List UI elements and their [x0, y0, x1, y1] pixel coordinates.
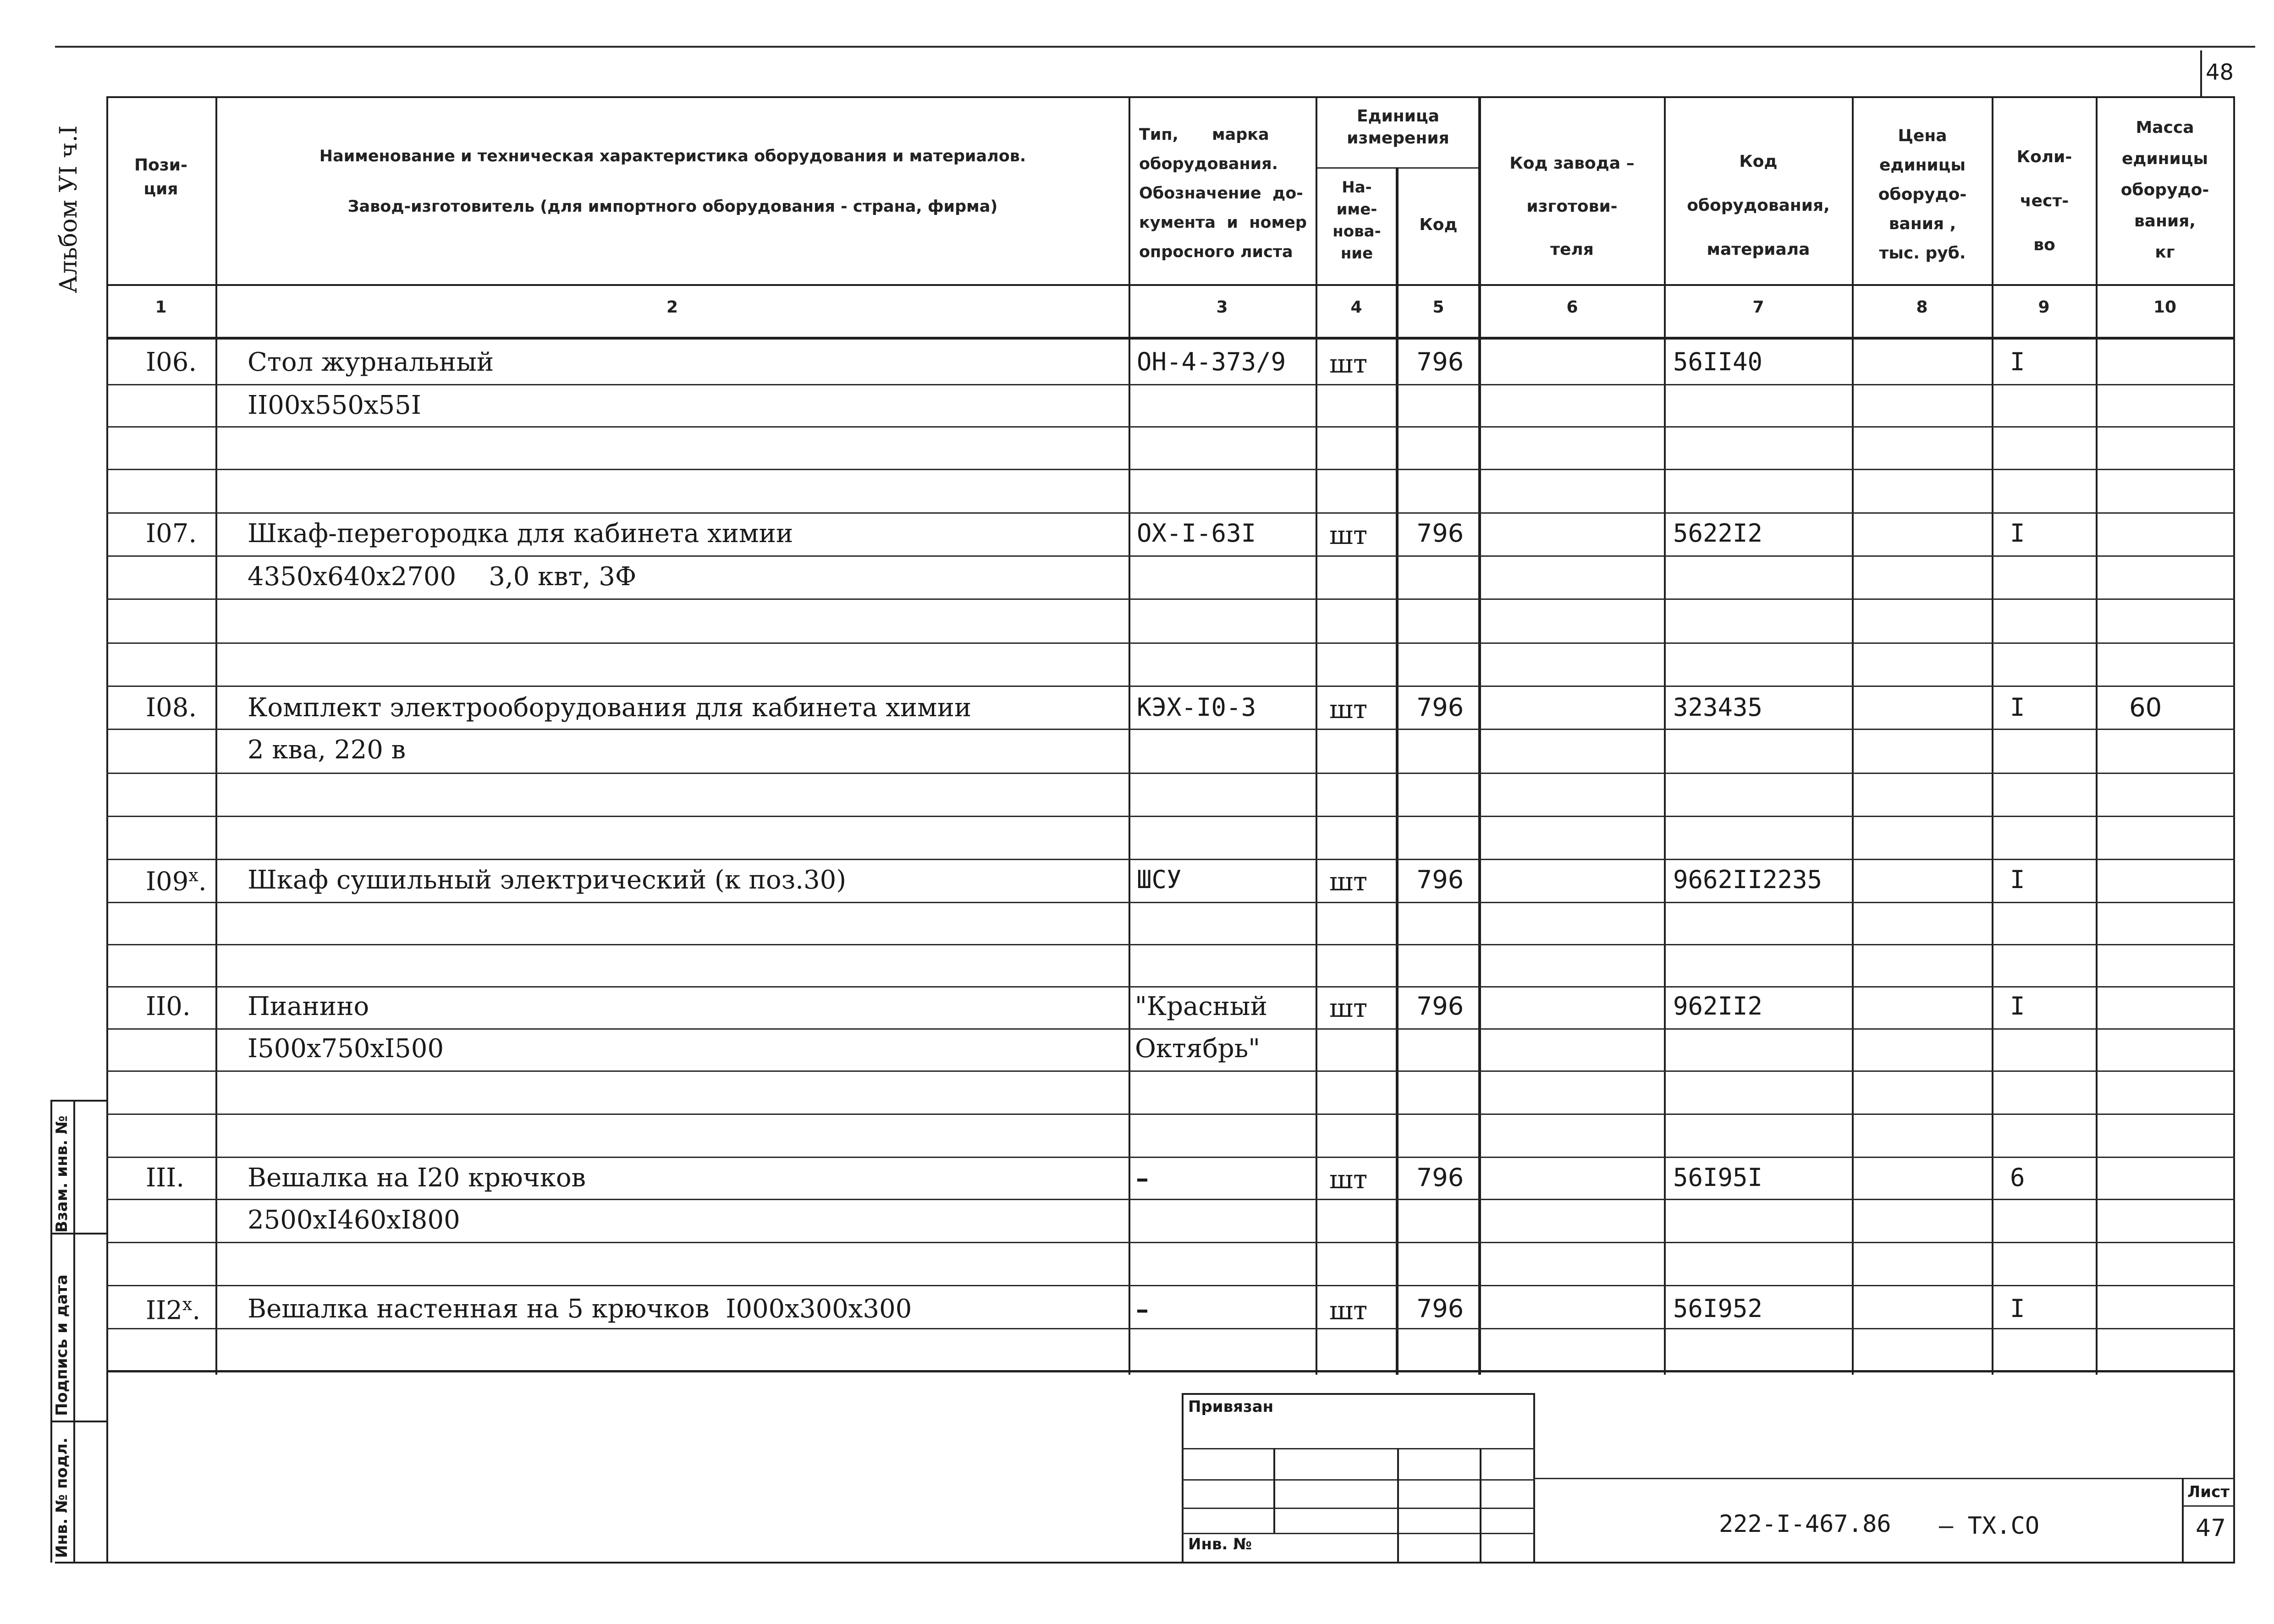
side-stamp-top — [50, 1100, 107, 1102]
row-line — [106, 1070, 2235, 1072]
header-col2-line2: Завод-изготовитель (для импортного оборудования - страна, фирма) — [347, 198, 998, 216]
table-row-name: 2 ква, 220 в — [248, 735, 406, 765]
colnum-7: 7 — [1752, 298, 1764, 317]
side-stamp-divider-1 — [50, 1233, 107, 1234]
table-row-equip-code: 5622I2 — [1673, 519, 1763, 548]
col-line-7 — [1852, 96, 1854, 1375]
table-row-unit: шт — [1329, 695, 1368, 724]
header-top — [106, 96, 2235, 98]
header-col5: Код — [1419, 215, 1458, 234]
header-col2-line1: Наименование и техническая характеристика оборудования и материалов. — [319, 147, 1026, 165]
table-row-unit: шт — [1329, 1165, 1368, 1195]
col-line-1 — [215, 96, 217, 1375]
side-stamp-line-1 — [50, 1100, 52, 1563]
table-row-equip-code: 56I952 — [1673, 1294, 1763, 1323]
table-row-qty: 6 — [2010, 1163, 2025, 1192]
row-line — [106, 469, 2235, 470]
row-line — [106, 642, 2235, 644]
table-row-qty: I — [2010, 1294, 2025, 1323]
header-col7: Код оборудования, материала — [1687, 152, 1830, 259]
header-col9: Коли- чест- во — [2016, 148, 2072, 254]
row-line — [106, 512, 2235, 514]
colnum-3: 3 — [1216, 298, 1228, 317]
stamp-top — [1182, 1393, 1535, 1395]
table-row-pos: $I09^х$. — [146, 865, 207, 897]
body-bottom — [106, 1370, 2235, 1372]
table-row-pos-number: II2 — [146, 1295, 182, 1326]
row-line — [106, 1285, 2235, 1286]
stamp-inner-line — [1397, 1448, 1399, 1563]
header-col1: Пози- ция — [134, 156, 187, 198]
stamp-bound-label: Привязан — [1188, 1398, 1274, 1416]
table-row-unit: шт — [1329, 993, 1368, 1023]
top-rule — [55, 46, 2255, 48]
frame-right — [2233, 96, 2235, 1563]
table-row-code: 796 — [1416, 693, 1464, 722]
table-row-type: – — [1136, 1163, 1149, 1193]
table-row-unit: шт — [1329, 521, 1368, 550]
table-row-pos: $II2^х$. — [146, 1294, 201, 1326]
header-col10: Масса единицы оборудо- вания, кг — [2120, 118, 2209, 262]
sheet-label: Лист — [2187, 1483, 2230, 1501]
col-line-3 — [1316, 96, 1317, 1375]
col-line-4 — [1396, 167, 1399, 1375]
row-line — [106, 1028, 2235, 1030]
sheet-number: 47 — [2196, 1514, 2226, 1542]
colnum-9: 9 — [2038, 298, 2050, 317]
header-col6: Код завода – изготови- теля — [1509, 154, 1635, 259]
table-row-code: 796 — [1416, 347, 1464, 376]
stamp-line — [1182, 1479, 1535, 1481]
table-row-pos: III. — [146, 1163, 185, 1193]
doc-code: 222-I-467.86 — [1719, 1510, 1891, 1538]
table-row-pos: I08. — [146, 693, 197, 723]
table-row-type: Октябрь" — [1135, 1034, 1261, 1064]
row-line — [106, 1328, 2235, 1329]
header-bottom — [106, 284, 2235, 286]
table-row-name: 4350x640x2700 3,0 квт, 3Ф — [248, 562, 637, 592]
table-row-qty: I — [2010, 865, 2025, 894]
table-row-name: II00x550x55I — [248, 390, 421, 420]
row-line — [106, 816, 2235, 817]
col-line-6 — [1664, 96, 1666, 1375]
col-line-9 — [2096, 96, 2098, 1375]
table-row-name: Стол журнальный — [248, 347, 494, 377]
table-row-code: 796 — [1416, 1294, 1464, 1323]
header-unit-group: Единица измерения — [1347, 107, 1449, 148]
table-row-name: Пианино — [248, 992, 369, 1021]
album-label: Альбом УI ч.I — [55, 125, 83, 293]
page-number-box — [2200, 50, 2202, 96]
stamp-inv-label: Инв. № — [1188, 1535, 1252, 1553]
stamp-left — [1182, 1393, 1184, 1563]
table-row-pos-mark: х — [188, 865, 198, 885]
row-line — [106, 902, 2235, 903]
colnum-2: 2 — [666, 298, 678, 317]
table-row-code: 796 — [1416, 519, 1464, 548]
table-row-qty: I — [2010, 992, 2025, 1020]
row-line — [106, 986, 2235, 988]
table-row-name: 2500xI460xI800 — [248, 1205, 460, 1235]
colnum-8: 8 — [1916, 298, 1928, 317]
side-stamp-divider-2 — [50, 1421, 107, 1422]
row-line — [106, 1199, 2235, 1200]
table-row-code: 796 — [1416, 865, 1464, 894]
title-block-top — [1533, 1478, 2235, 1479]
table-row-equip-code: 56I95I — [1673, 1163, 1763, 1192]
row-line — [106, 598, 2235, 600]
page-number: 48 — [2206, 60, 2234, 85]
header-col3: Тип, марка оборудования. Обозначение до- кумента и номер опросного листа — [1139, 126, 1307, 261]
table-row-equip-code: 962II2 — [1673, 992, 1763, 1020]
header-col4: На- име- нова- ние — [1332, 178, 1381, 263]
table-row-unit: шт — [1329, 349, 1368, 379]
colnum-bottom — [106, 337, 2235, 340]
table-row-code: 796 — [1416, 992, 1464, 1020]
colnum-5: 5 — [1432, 298, 1444, 317]
col-line-2 — [1129, 96, 1130, 1375]
row-line — [106, 1242, 2235, 1243]
side-label-inv-replace: Взам. инв. № — [53, 1115, 71, 1233]
table-row-name: Вешалка на I20 крючков — [248, 1163, 586, 1193]
table-row-equip-code: 323435 — [1673, 693, 1763, 722]
table-row-type: "Красный — [1135, 992, 1267, 1021]
row-line — [106, 859, 2235, 860]
table-row-type: ОН-4-373/9 — [1137, 347, 1286, 376]
table-row-qty: I — [2010, 347, 2025, 376]
side-label-sign-date: Подпись и дата — [53, 1274, 71, 1416]
col-line-8 — [1992, 96, 1993, 1375]
table-row-mass: 60 — [2129, 693, 2162, 723]
stamp-line — [1182, 1508, 1535, 1509]
row-line — [106, 729, 2235, 730]
row-line — [106, 944, 2235, 945]
table-row-pos-number: I09 — [146, 867, 189, 897]
table-row-pos: II0. — [146, 992, 191, 1021]
table-row-equip-code: 9662II2235 — [1673, 865, 1823, 894]
row-line — [106, 686, 2235, 687]
stamp-inner-line — [1273, 1448, 1275, 1533]
colnum-6: 6 — [1566, 298, 1578, 317]
doc-suffix: – ТХ.СО — [1939, 1512, 2040, 1540]
row-line — [106, 384, 2235, 385]
colnum-1: 1 — [155, 298, 167, 317]
row-line — [106, 1114, 2235, 1115]
side-stamp-line-2 — [73, 1100, 75, 1563]
stamp-line — [1182, 1448, 1535, 1449]
table-row-name: Комплект электрооборудования для кабинета химии — [248, 693, 972, 723]
colnum-10: 10 — [2153, 298, 2177, 317]
table-row-name: Шкаф-перегородка для кабинета химии — [248, 519, 793, 549]
table-row-name: Шкаф сушильный электрический (к поз.30) — [248, 865, 847, 895]
row-line — [106, 555, 2235, 557]
table-row-type: ОХ-I-63I — [1137, 519, 1256, 548]
header-col8: Цена единицы оборудо- вания , тыс. руб. — [1878, 126, 1967, 263]
row-line — [106, 1157, 2235, 1158]
table-row-type: КЭХ-I0-3 — [1137, 693, 1256, 722]
table-row-unit: шт — [1329, 867, 1368, 897]
table-row-name: Вешалка настенная на 5 крючков I000x300x300 — [248, 1294, 912, 1324]
row-line — [106, 773, 2235, 774]
sheet-box-left — [2182, 1478, 2184, 1563]
col-line-5 — [1478, 96, 1481, 1375]
stamp-line — [1182, 1533, 1535, 1534]
table-row-qty: I — [2010, 693, 2025, 722]
sheet-box-divider — [2182, 1505, 2235, 1507]
colnum-4: 4 — [1350, 298, 1362, 317]
row-line — [106, 426, 2235, 428]
table-row-qty: I — [2010, 519, 2025, 548]
table-row-type: ШСУ — [1137, 865, 1182, 894]
table-row-code: 796 — [1416, 1163, 1464, 1192]
side-label-inv-original: Инв. № подл. — [53, 1437, 71, 1558]
table-row-pos: I07. — [146, 519, 197, 549]
table-row-equip-code: 56II40 — [1673, 347, 1763, 376]
table-row-pos: I06. — [146, 347, 197, 377]
table-row-name: I500x750xI500 — [248, 1034, 444, 1064]
table-row-type: – — [1136, 1294, 1149, 1324]
table-row-pos-mark: х — [182, 1294, 193, 1314]
frame-bottom — [55, 1562, 2235, 1564]
table-row-unit: шт — [1329, 1296, 1368, 1326]
stamp-inner-line — [1480, 1448, 1481, 1563]
